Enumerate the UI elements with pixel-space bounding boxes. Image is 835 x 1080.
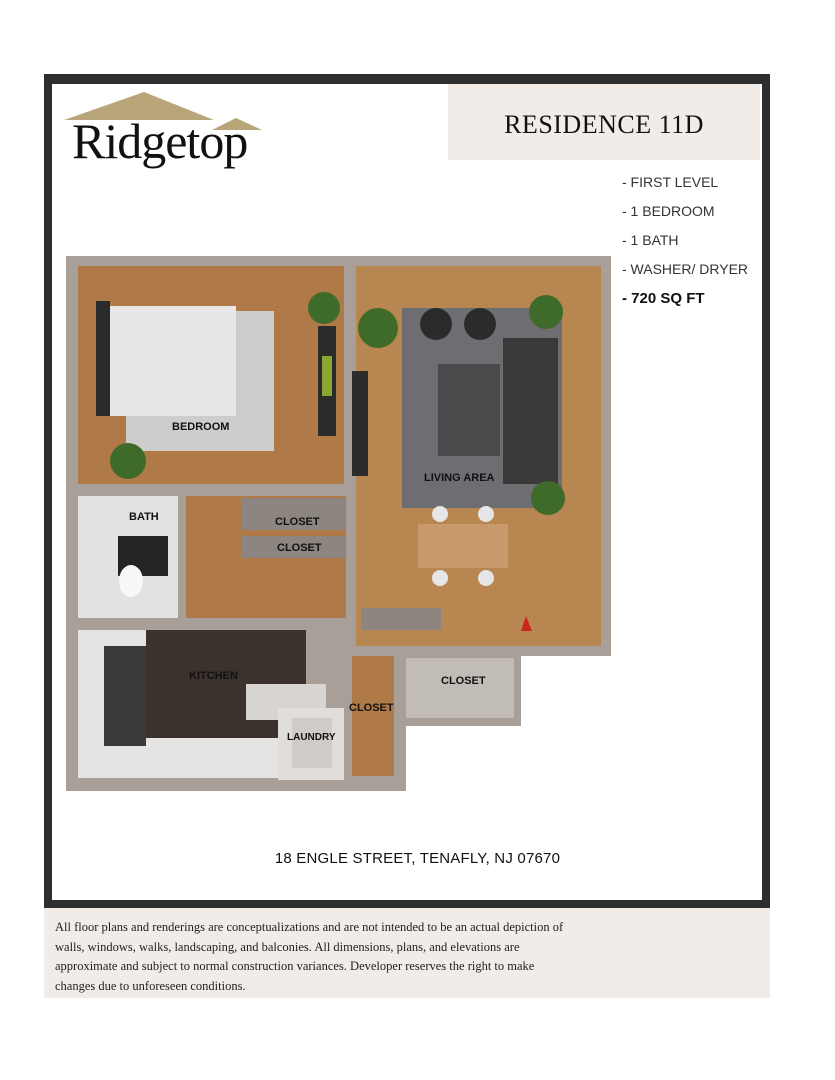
room-label-closet-1: CLOSET — [275, 516, 320, 528]
disclaimer-text: All floor plans and renderings are conceptualizations and are not intended to be an actual depiction of walls, windows, walks, landscaping, and balconies. All dimensions, plans, and elevations are approximate and subject to normal construction variances. Developer reserves the right to make changes due to unforeseen conditions. — [55, 920, 564, 993]
bed — [106, 306, 236, 416]
dining-table — [418, 524, 508, 568]
room-label-living: LIVING AREA — [424, 472, 495, 484]
plant-icon — [110, 443, 146, 479]
room-label-bedroom: BEDROOM — [172, 421, 230, 433]
closet-4 — [406, 658, 514, 718]
plant-icon — [308, 292, 340, 324]
chair — [464, 308, 496, 340]
room-label-bath: BATH — [129, 511, 159, 523]
feature-laundry: - WASHER/ DRYER — [622, 261, 749, 277]
feature-bath: - 1 BATH — [622, 232, 679, 248]
room-label-laundry: LAUNDRY — [287, 732, 336, 743]
feature-bedrooms: - 1 BEDROOM — [622, 203, 715, 219]
brand-name: Ridgetop — [72, 113, 248, 169]
room-label-kitchen: KITCHEN — [189, 670, 238, 682]
chair — [420, 308, 452, 340]
feature-sqft: - 720 SQ FT — [622, 290, 705, 307]
plant-icon — [358, 308, 398, 348]
room-label-closet-3: CLOSET — [349, 702, 394, 714]
floor-plan — [66, 256, 611, 794]
property-address: 18 ENGLE STREET, TENAFLY, NJ 07670 — [274, 850, 561, 867]
room-label-closet-4: CLOSET — [441, 675, 486, 687]
residence-title: RESIDENCE 11D — [504, 110, 704, 139]
room-label-closet-2: CLOSET — [277, 542, 322, 554]
plant-icon — [529, 295, 563, 329]
sofa — [503, 338, 558, 484]
coffee-table — [438, 364, 500, 456]
plant-icon — [531, 481, 565, 515]
feature-level: - FIRST LEVEL — [622, 174, 719, 190]
features-list — [622, 168, 748, 313]
closet-3 — [352, 656, 394, 776]
